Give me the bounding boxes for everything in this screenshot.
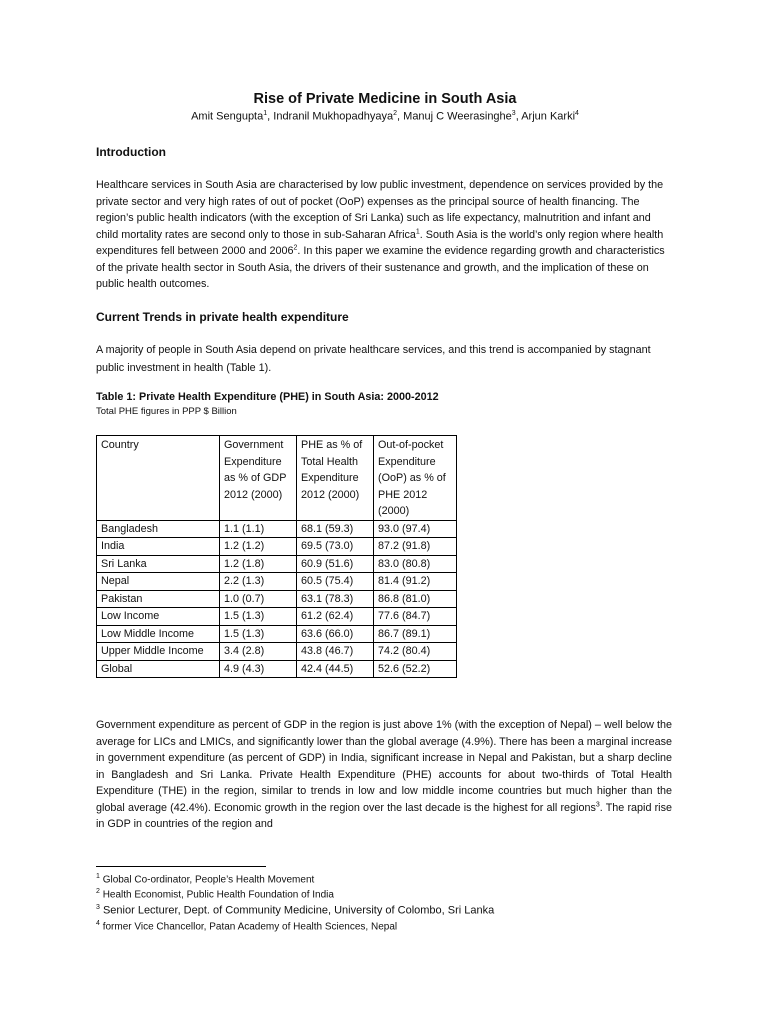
- table-cell: 3.4 (2.8): [220, 643, 297, 661]
- table-cell: Global: [97, 660, 220, 678]
- author-name: Indranil Mukhopadhyaya: [273, 110, 394, 123]
- intro-text: . In this paper we examine the evidence regarding growth and characteristics of the private health sector in South Asia, the drivers of their sustenance and growth, and the implication of these on public health outcomes.: [96, 245, 665, 290]
- table-subcaption: Total PHE figures in PPP $ Billion: [96, 406, 237, 417]
- table-cell: 86.7 (89.1): [374, 625, 457, 643]
- table-cell: 81.4 (91.2): [374, 573, 457, 591]
- table-cell: Low Middle Income: [97, 625, 220, 643]
- table-cell: 4.9 (4.3): [220, 660, 297, 678]
- table-cell: 83.0 (80.8): [374, 555, 457, 573]
- table-cell: India: [97, 538, 220, 556]
- table-cell: 43.8 (46.7): [297, 643, 374, 661]
- author-affiliation-mark: 2: [393, 110, 398, 117]
- author-affiliation-mark: 4: [575, 110, 579, 117]
- phe-table: [96, 435, 457, 678]
- footnote: [96, 920, 397, 932]
- footnote: [96, 904, 494, 917]
- table-cell: Pakistan: [97, 590, 220, 608]
- table-cell: Sri Lanka: [97, 555, 220, 573]
- table-cell: 68.1 (59.3): [297, 520, 374, 538]
- table-cell: 1.2 (1.2): [220, 538, 297, 556]
- discussion-paragraph: [96, 717, 672, 833]
- author-affiliation-mark: 1: [263, 110, 268, 117]
- table-row: [97, 625, 457, 643]
- table-header-cell: Government Expenditure as % of GDP 2012 (2000): [220, 436, 297, 521]
- table-cell: 77.6 (84.7): [374, 608, 457, 626]
- footnote-text: Global Co-ordinator, People’s Health Movement: [102, 874, 315, 886]
- table-cell: Bangladesh: [97, 520, 220, 538]
- paper-title: Rise of Private Medicine in South Asia: [253, 91, 517, 107]
- table-cell: Upper Middle Income: [97, 643, 220, 661]
- table-row: [97, 520, 457, 538]
- table-cell: 1.5 (1.3): [220, 608, 297, 626]
- author-list: Amit Sengupta$^1$, Indranil Mukhopadhyaya$^2$, Manuj C Weerasinghe$^3$, Arjun Karki$^4$: [191, 110, 579, 123]
- intro-paragraph: [96, 177, 672, 293]
- table-header-cell: PHE as % of Total Health Expenditure 2012 (2000): [297, 436, 374, 521]
- author-name: Manuj C Weerasinghe: [403, 110, 512, 123]
- author-affiliation-mark: 3: [511, 110, 516, 117]
- table-header-row: [97, 436, 457, 521]
- section-heading-introduction: Introduction: [96, 145, 166, 159]
- table-row: [97, 660, 457, 678]
- author-name: Arjun Karki: [521, 110, 576, 123]
- table-row: [97, 555, 457, 573]
- table-cell: 86.8 (81.0): [374, 590, 457, 608]
- table-cell: 93.0 (97.4): [374, 520, 457, 538]
- discussion-text: Government expenditure as percent of GDP in the region is just above 1% (with the exception of Nepal) – well below the average for LICs and LMICs, and significantly lower than the global average (4.9%). There has been a marginal increase in government expenditure (as percent of GDP) in India, significant increase in Nepal and Pakistan, but a sharp decline in Bangladesh and Sri Lanka. Private Health Expenditure (PHE) accounts for about two-thirds of Total Health Expenditure (THE) in the region, similar to trends in low and low middle income countries but much higher than the global average (42.4%). Economic growth in the region over the last decade is the highest for all regions: [96, 719, 672, 814]
- table-cell: 60.9 (51.6): [297, 555, 374, 573]
- table-cell: 2.2 (1.3): [220, 573, 297, 591]
- table-header-cell: Out-of-pocket Expenditure (OoP) as % of PHE 2012 (2000): [374, 436, 457, 521]
- table-cell: 52.6 (52.2): [374, 660, 457, 678]
- footnote-mark: 2: [96, 888, 100, 895]
- table-header-cell: Country: [97, 436, 220, 521]
- table-row: [97, 643, 457, 661]
- footnote-text: Health Economist, Public Health Foundation of India: [102, 889, 334, 901]
- footnote-ref: 2: [293, 244, 298, 252]
- footnote: [96, 873, 314, 885]
- table-cell: 1.2 (1.8): [220, 555, 297, 573]
- table-row: [97, 538, 457, 556]
- trends-paragraph: A majority of people in South Asia depend on private healthcare services, and this trend is accompanied by stagnant public investment in health (Table 1).: [96, 344, 651, 374]
- table-row: [97, 608, 457, 626]
- footnote-divider: [96, 866, 266, 867]
- table-caption: Table 1: Private Health Expenditure (PHE) in South Asia: 2000-2012: [96, 391, 439, 403]
- table-cell: 60.5 (75.4): [297, 573, 374, 591]
- table-cell: 1.0 (0.7): [220, 590, 297, 608]
- table-cell: 74.2 (80.4): [374, 643, 457, 661]
- table-cell: Low Income: [97, 608, 220, 626]
- table-cell: 87.2 (91.8): [374, 538, 457, 556]
- table-cell: 61.2 (62.4): [297, 608, 374, 626]
- table-cell: 1.1 (1.1): [220, 520, 297, 538]
- table-cell: 1.5 (1.3): [220, 625, 297, 643]
- section-heading-trends: Current Trends in private health expenditure: [96, 310, 349, 324]
- footnote-mark: 3: [96, 904, 100, 911]
- footnote-mark: 4: [96, 920, 100, 927]
- intro-text: . South Asia is the world’s only region where health expenditures fell between 2000 and 2006: [96, 228, 664, 257]
- intro-text: Healthcare services in South Asia are characterised by low public investment, dependence on services provided by the private sector and very high rates of out of pocket (OoP) expenses as the principal source of health financing. The region’s public health indicators (with the exception of Sri Lanka) such as life expectancy, malnutrition and infant and child mortality rates are second only to those in sub-Saharan Africa: [96, 179, 664, 241]
- footnote-mark: 1: [96, 873, 100, 880]
- footnote-text: former Vice Chancellor, Patan Academy of Health Sciences, Nepal: [102, 921, 398, 933]
- table-row: [97, 590, 457, 608]
- footnote-ref: 3: [595, 800, 600, 808]
- author-name: Amit Sengupta: [191, 110, 264, 123]
- footnote-ref: 1: [415, 227, 420, 235]
- discussion-text: . The rapid rise in GDP in countries of the region and: [96, 801, 672, 830]
- footnote: [96, 888, 334, 900]
- table-row: [97, 573, 457, 591]
- footnote-text: Senior Lecturer, Dept. of Community Medicine, University of Colombo, Sri Lanka: [102, 904, 495, 917]
- table-cell: 63.1 (78.3): [297, 590, 374, 608]
- table-cell: 63.6 (66.0): [297, 625, 374, 643]
- table-cell: Nepal: [97, 573, 220, 591]
- table-cell: 69.5 (73.0): [297, 538, 374, 556]
- table-cell: 42.4 (44.5): [297, 660, 374, 678]
